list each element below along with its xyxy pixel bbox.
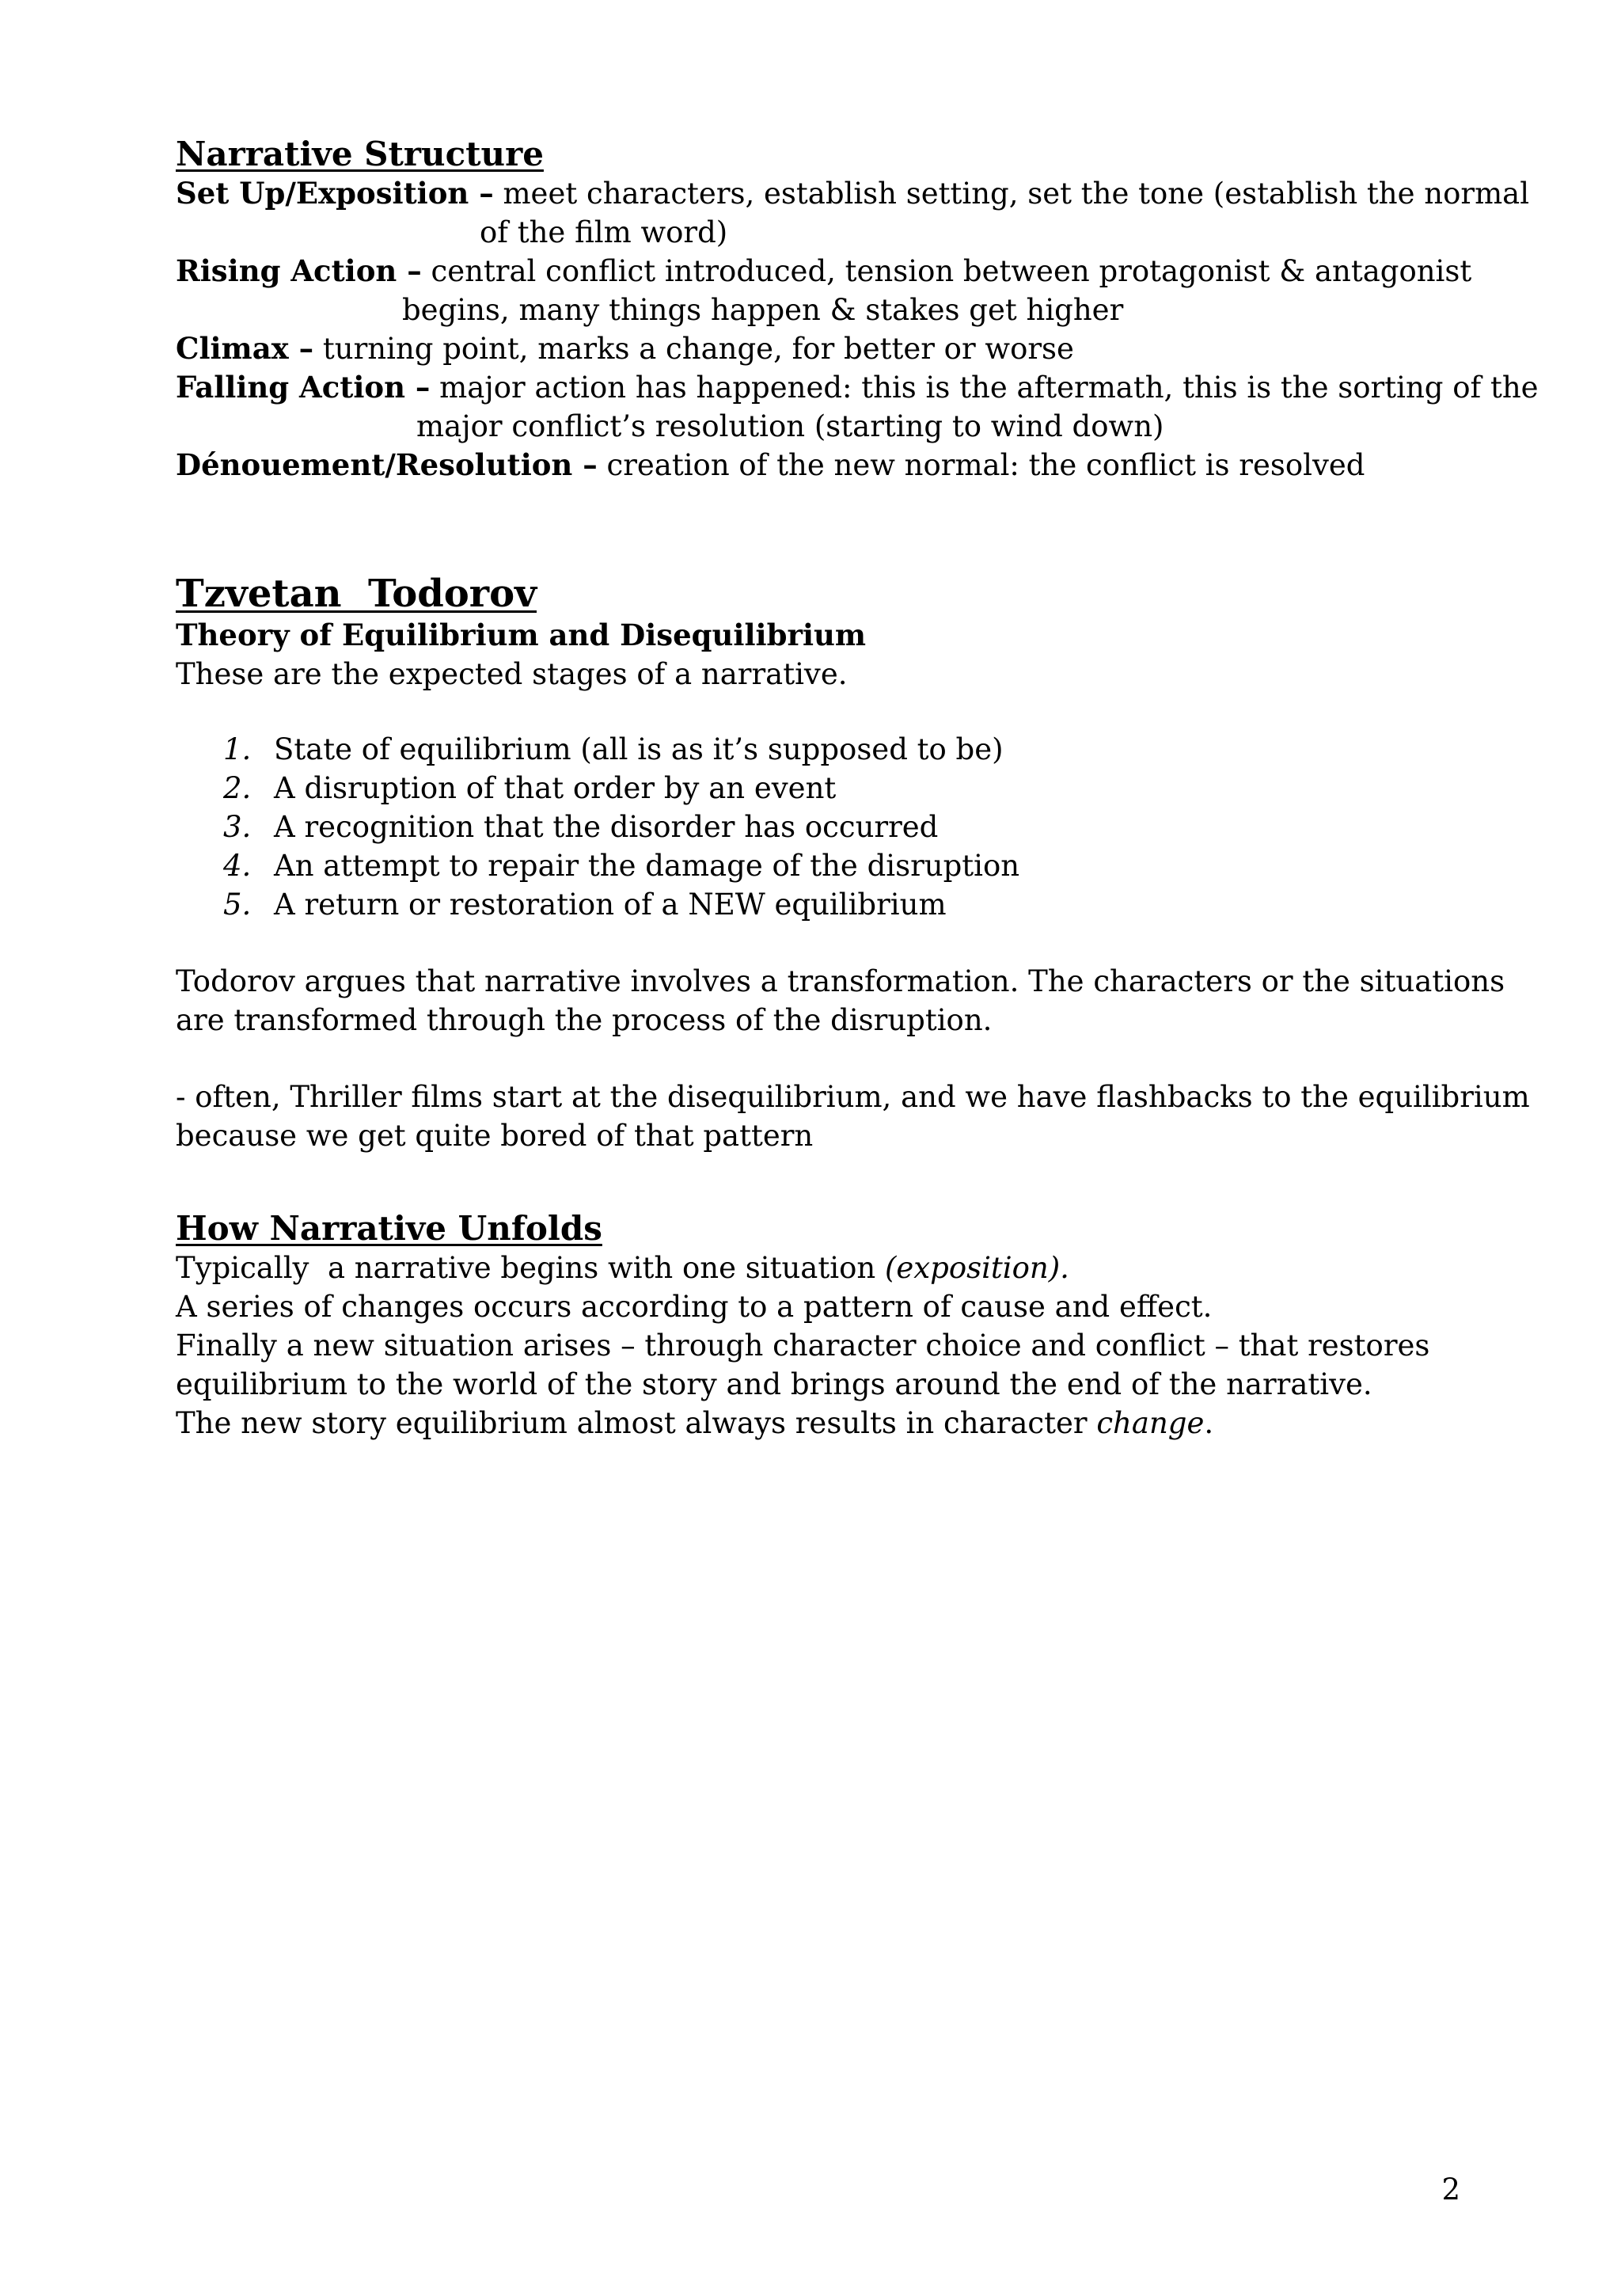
narrative-structure-heading: Narrative Structure xyxy=(176,135,544,173)
term-setup-cont: of the film word) xyxy=(480,215,728,249)
term-climax xyxy=(176,329,1458,368)
unfolds-line: equilibrium to the world of the story and brings around the end of the narrative. xyxy=(176,1367,1372,1401)
stage-number: 4. xyxy=(223,849,252,883)
term-setup xyxy=(176,174,1530,213)
thriller-note-line: - often, Thriller films start at the disequilibrium, and we have flashbacks to the equilibrium xyxy=(176,1080,1530,1114)
stage-number: 3. xyxy=(223,810,252,844)
term-desc: meet characters, establish setting, set the tone (establish the normal xyxy=(503,177,1530,211)
unfolds-section xyxy=(176,1209,1458,1443)
term-desc: turning point, marks a change, for better or worse xyxy=(322,332,1074,366)
todorov-intro: These are the expected stages of a narrative. xyxy=(176,657,848,691)
todorov-paragraph-line: are transformed through the process of the disruption. xyxy=(176,1003,993,1037)
narrative-structure-section xyxy=(176,135,1539,485)
term-desc: major action has happened: this is the aftermath, this is the sorting of the xyxy=(439,371,1539,405)
todorov-subheading: Theory of Equilibrium and Disequilibrium xyxy=(176,618,867,652)
stage-number: 1. xyxy=(223,732,252,766)
term-rising xyxy=(176,252,1472,291)
todorov-heading: Tzvetan Todorov xyxy=(176,572,537,616)
stage-item xyxy=(176,846,1458,885)
unfolds-line xyxy=(176,1404,1458,1443)
stage-text: A disruption of that order by an event xyxy=(274,771,837,805)
term-rising-cont: begins, many things happen & stakes get higher xyxy=(402,293,1124,327)
unfolds-italic: (exposition). xyxy=(884,1251,1069,1285)
page-number: 2 xyxy=(1441,2172,1460,2207)
term-label: Rising Action – xyxy=(176,253,422,288)
term-desc: central conflict introduced, tension between protagonist & antagonist xyxy=(431,254,1472,288)
unfolds-line: Finally a new situation arises – through character choice and conflict – that restores xyxy=(176,1329,1430,1363)
thriller-note-line: because we get quite bored of that pattern xyxy=(176,1119,814,1153)
stage-number: 2. xyxy=(223,771,252,805)
term-label: Climax – xyxy=(176,331,314,366)
term-denouement xyxy=(176,446,1458,485)
unfolds-text: Typically a narrative begins with one situation xyxy=(176,1251,885,1285)
stage-text: An attempt to repair the damage of the disruption xyxy=(274,849,1020,883)
term-desc: creation of the new normal: the conflict is resolved xyxy=(606,448,1365,482)
stage-item xyxy=(176,808,1458,846)
unfolds-italic: change xyxy=(1096,1406,1205,1440)
term-label: Falling Action – xyxy=(176,370,431,405)
term-label: Dénouement/Resolution – xyxy=(176,447,598,482)
stage-item xyxy=(176,769,1458,808)
stage-text: A recognition that the disorder has occurred xyxy=(274,810,939,844)
stage-item xyxy=(176,885,1458,924)
stage-number: 5. xyxy=(223,888,252,922)
stage-text: State of equilibrium (all is as it’s supposed to be) xyxy=(274,732,1004,766)
term-label: Set Up/Exposition – xyxy=(176,176,494,211)
todorov-section xyxy=(176,572,1530,1155)
unfolds-heading: How Narrative Unfolds xyxy=(176,1209,602,1248)
unfolds-line: A series of changes occurs according to a pattern of cause and effect. xyxy=(176,1290,1213,1324)
term-falling-cont: major conflict’s resolution (starting to wind down) xyxy=(416,409,1164,443)
todorov-paragraph-line: Todorov argues that narrative involves a transformation. The characters or the situations xyxy=(176,964,1505,998)
unfolds-line xyxy=(176,1249,1458,1287)
stage-text: A return or restoration of a NEW equilibrium xyxy=(274,888,947,922)
stage-item xyxy=(176,730,1458,769)
term-falling xyxy=(176,368,1539,407)
unfolds-end: . xyxy=(1204,1406,1214,1440)
unfolds-text: The new story equilibrium almost always results in character xyxy=(176,1406,1097,1440)
